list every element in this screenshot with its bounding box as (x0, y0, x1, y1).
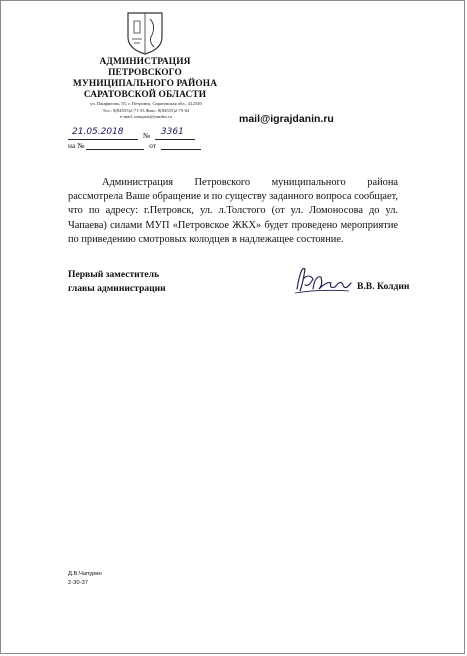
organization-address (71, 101, 221, 121)
org-line: САРАТОВСКОЙ ОБЛАСТИ (83, 90, 207, 100)
handwritten-signature (291, 259, 355, 299)
executor-info (68, 570, 102, 588)
signer-title-line: главы администрации (68, 283, 166, 294)
recipient-email: mail@igrajdanin.ru (239, 113, 334, 125)
coat-of-arms-emblem (126, 11, 164, 55)
number-label: № (142, 131, 151, 140)
executor-name: Д.В.Чапурин (68, 571, 102, 577)
signer-title (68, 268, 166, 296)
address-line: ул. Панфилова, 55, г. Петровск, Саратовская обл., 412540 (90, 101, 202, 106)
contact-line: Тел.: 8(84555)2-71-53 Факс: 8(84555)2-75-02 (102, 107, 190, 113)
signer-name: В.В. Колдин (357, 281, 410, 292)
reference-row (68, 139, 201, 151)
org-line: АДМИНИСТРАЦИЯ (99, 57, 191, 67)
registration-date: 21.05.2018 (72, 127, 124, 137)
organization-name (63, 57, 227, 101)
email-line: e-mail: omopetr@yandex.ru (120, 114, 172, 120)
reference-number-line (86, 139, 144, 150)
registration-number: 3361 (160, 127, 184, 137)
executor-phone: 2-30-37 (68, 580, 88, 586)
reference-prefix: на № (68, 141, 85, 150)
reference-date-line (161, 139, 201, 150)
letter-body: Администрация Петровского муниципального района рассмотрела Ваше обращение и по существу заданного вопроса сообщает, что по адресу: г.Петровск, ул. л.Толстого (от ул. Ломоносова до ул. Чапаева) силами МУП «Петровское ЖКХ» будет проведено мероприятие по приведению смотровых колодцев в надлежащее состояние. (68, 177, 398, 245)
reference-from-label: от (149, 141, 157, 150)
org-line: ПЕТРОВСКОГО (108, 68, 182, 78)
signer-title-line: Первый заместитель (68, 269, 160, 280)
org-line: МУНИЦИПАЛЬНОГО РАЙОНА (72, 79, 218, 89)
